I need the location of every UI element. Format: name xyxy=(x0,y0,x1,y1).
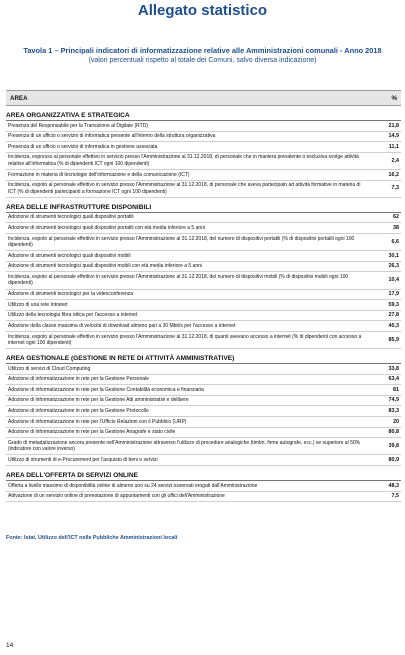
table-row: Adozione di strumenti tecnologici quali dispositivi portatili 62 xyxy=(6,213,401,224)
table-row: Incidenza, espoto al personale effettivo in servizio presso l'Amministrazione al 31.12.2018, di personale che aveva partecipato ad attività formative in materia di ICT (% di dipendenti partecipanti a formazione ICT ogni 100 dipendenti) 7,3 xyxy=(6,181,401,198)
table-row: Utilizzo della tecnologia fibra ottica per l'accesso a internet 27,8 xyxy=(6,311,401,322)
indicators-table xyxy=(6,90,401,502)
table-row: Offerta a livello massimo di disponibilità online di almeno uno su 24 servizi osservati erogati dall'Amministrazione 48,3 xyxy=(6,481,401,492)
table-row: Incidenza, espoto al personale effettivo in servizio presso l'Amministrazione al 31.12.2018, del numero di dispositivi mobili (% di dispositivi mobili ogni 100 dipendenti) 10,4 xyxy=(6,272,401,289)
table-row: Attivazione di un servizio online di prenotazione di appuntamenti con gli uffici dell'Amministrazione 7,5 xyxy=(6,492,401,503)
table-row: Adozione di informatizzazione in rete per la Gestione Anagrafe e stato civile 80,8 xyxy=(6,428,401,439)
table-row: Adozione di informatizzazione in rete per la Gestione Personale 63,4 xyxy=(6,375,401,386)
table-row: Utilizzo di servizi di Cloud Computing 33,8 xyxy=(6,364,401,375)
page-title: Allegato statistico xyxy=(137,2,268,19)
table-row: Adozione di informatizzazione in rete per la Gestione Contabilità economica e finanziaria 81 xyxy=(6,385,401,396)
section-title: AREA DELLE INFRASTRUTTURE DISPONIBILI xyxy=(6,203,401,213)
table-row: Incidenza, espoto al personale effettivo in servizio presso l'Amministrazione al 31.12.2018, del numero di dispositivi portatili (% di dispositivi portatili ogni 100 dipendenti) 6,6 xyxy=(6,234,401,251)
section-title: AREA ORGANIZZATIVA E STRATEGICA xyxy=(6,111,401,121)
section-title: AREA GESTIONALE (GESTIONE IN RETE DI ATTIVITÀ AMMINISTRATIVE) xyxy=(6,354,401,364)
table-row: Adozione di informatizzazione in rete per la Gestione Protocollo 83,3 xyxy=(6,406,401,417)
header-area: AREA xyxy=(10,94,28,102)
header-percent: % xyxy=(391,94,397,102)
section-title: AREA DELL'OFFERTA DI SERVIZI ONLINE xyxy=(6,471,401,481)
table-row: Utilizzo di strumenti di e-Procurement per l'acquisto di beni e servizi 80,9 xyxy=(6,455,401,466)
table-row: Adozione di strumenti tecnologici quali dispositivi mobili 30,1 xyxy=(6,251,401,262)
table-header xyxy=(6,90,401,106)
table-row: Adozione della classe massima di velocità di download almeno pari a 30 Mbit/s per l'accesso a internet 40,3 xyxy=(6,321,401,332)
table-row: Presenza di un ufficio o servizio di informatica presente all'interno della struttura organizzativa 14,9 xyxy=(6,132,401,143)
table-row: Incidenza, espresso al personale effettivo in servizio presso l'Amministrazione al 31.12.2018, di personale che in maniera prevalente o esclusiva svolge attività relative all'informatica (% di dipendenti ICT ogni 100 dipendenti) 2,4 xyxy=(6,153,401,170)
table-row: Formazione in materia di tecnologie dell'informazione e della comunicazione (ICT) 16,2 xyxy=(6,170,401,181)
table-row: Adozione di informatizzazione in rete per l'Ufficio Relazioni con il Pubblico (URP) 20 xyxy=(6,417,401,428)
page-number: 14 xyxy=(6,642,14,649)
table-subtitle: (valori percentuali rispetto al totale dei Comuni, salvo diversa indicazione) xyxy=(88,57,317,64)
table-row: Presenza di un ufficio o servizio di informatica in gestione associata 11,1 xyxy=(6,142,401,153)
table-row: Incidenza, espoto al personale effettivo in servizio presso l'Amministrazione al 31.12.2018, di quanti avevano accesso a internet (% di dipendenti con accesso a internet ogni 100 dipendenti) 85,9 xyxy=(6,332,401,349)
table-row: Grado di metadatizzazione ancora presente nell'Amministrazione attraverso l'utilizzo di procedure analogiche (timbri, firme autografe, ecc.) se superiore al 50% (indicatore con valore inverso) 39,8 xyxy=(6,438,401,455)
source-note: Fonte: Istat, Utilizzo dell'ICT nelle Pubbliche Amministrazioni locali xyxy=(6,535,178,541)
table-row: Adozione di strumenti tecnologici per la videoconferenza 17,9 xyxy=(6,290,401,301)
table-row: Presenza del Responsabile per la Transizione al Digitale (RTD) 21,8 xyxy=(6,121,401,132)
table-title: Tavola 1 – Principali indicatori di informatizzazione relative alle Amministrazioni comunali - Anno 2018 xyxy=(23,46,382,55)
table-row: Utilizzo di una rete Intranet 59,3 xyxy=(6,300,401,311)
table-row: Adozione di informatizzazione in rete per la Gestione Atti amministrativi e delibere 74,9 xyxy=(6,396,401,407)
table-row: Adozione di strumenti tecnologici quali dispositivi portatili con età media inferiore a 5 anni 38 xyxy=(6,223,401,234)
table-row: Adozione di strumenti tecnologici quali dispositivi mobili con età media inferiore a 5 anni 26,3 xyxy=(6,262,401,273)
